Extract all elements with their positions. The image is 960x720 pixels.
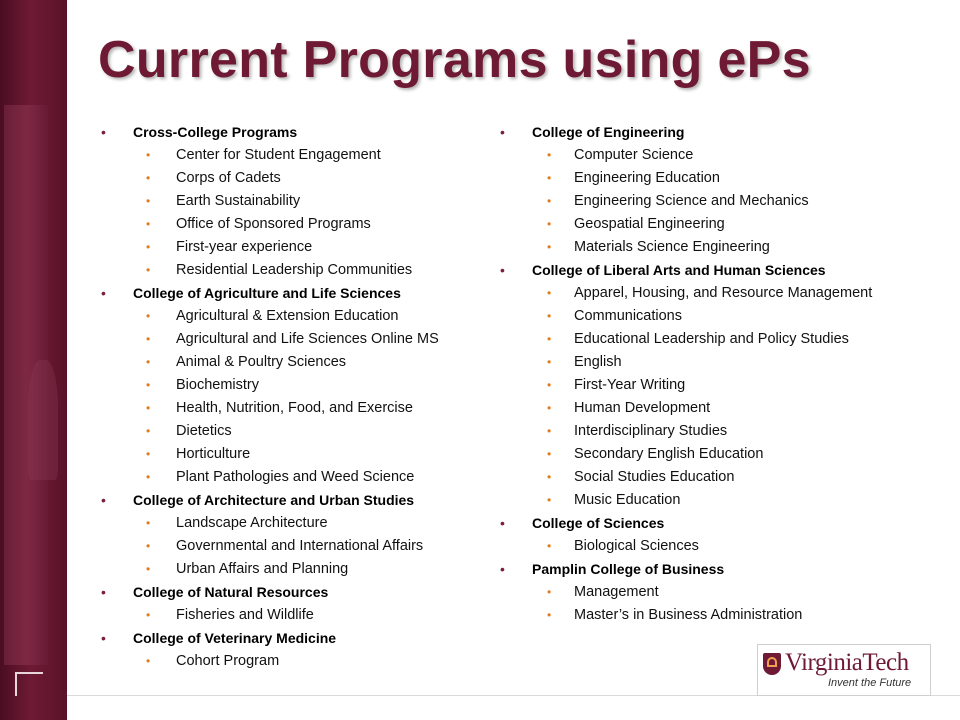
program-item: • Biological Sciences — [495, 538, 895, 555]
program-item: • Corps of Cadets — [96, 170, 476, 187]
program-item: • Fisheries and Wildlife — [96, 607, 476, 624]
right-program-list — [495, 124, 895, 630]
slide-title: Current Programs using ePs — [98, 31, 811, 89]
program-item: • Materials Science Engineering — [495, 239, 895, 256]
program-item: • Human Development — [495, 400, 895, 417]
program-item: • Landscape Architecture — [96, 515, 476, 532]
program-item: • Educational Leadership and Policy Studies — [495, 331, 895, 348]
program-item: • Engineering Science and Mechanics — [495, 193, 895, 210]
program-item: • Geospatial Engineering — [495, 216, 895, 233]
program-item: • Secondary English Education — [495, 446, 895, 463]
program-item: • Governmental and International Affairs — [96, 538, 476, 555]
program-item: • Animal & Poultry Sciences — [96, 354, 476, 371]
side-photo-band — [0, 0, 67, 720]
vt-seal-icon — [763, 653, 781, 675]
program-item: • Plant Pathologies and Weed Science — [96, 469, 476, 486]
program-item: • Agricultural and Life Sciences Online MS — [96, 331, 476, 348]
college-heading: • College of Veterinary Medicine — [96, 630, 476, 647]
program-item: • Office of Sponsored Programs — [96, 216, 476, 233]
program-item: • Cohort Program — [96, 653, 476, 670]
program-item: • Computer Science — [495, 147, 895, 164]
college-heading: • College of Liberal Arts and Human Sciences — [495, 262, 895, 279]
college-heading: • Pamplin College of Business — [495, 561, 895, 578]
program-item: • Interdisciplinary Studies — [495, 423, 895, 440]
program-item: • Earth Sustainability — [96, 193, 476, 210]
program-item: • Engineering Education — [495, 170, 895, 187]
program-item: • First-year experience — [96, 239, 476, 256]
corner-bracket-mark — [15, 672, 43, 696]
college-heading: • College of Architecture and Urban Studies — [96, 492, 476, 509]
statue-silhouette — [28, 360, 58, 480]
virginia-tech-logo — [757, 644, 931, 696]
program-item: • Apparel, Housing, and Resource Management — [495, 285, 895, 302]
program-item: • First-Year Writing — [495, 377, 895, 394]
program-item: • Center for Student Engagement — [96, 147, 476, 164]
left-program-list — [96, 124, 476, 676]
college-heading: • Cross-College Programs — [96, 124, 476, 141]
college-heading: • College of Sciences — [495, 515, 895, 532]
program-item: • Management — [495, 584, 895, 601]
program-item: • Agricultural & Extension Education — [96, 308, 476, 325]
program-item: • Dietetics — [96, 423, 476, 440]
program-item: • Health, Nutrition, Food, and Exercise — [96, 400, 476, 417]
program-item: • English — [495, 354, 895, 371]
program-item: • Urban Affairs and Planning — [96, 561, 476, 578]
college-heading: • College of Agriculture and Life Sciences — [96, 285, 476, 302]
program-item: • Communications — [495, 308, 895, 325]
program-item: • Residential Leadership Communities — [96, 262, 476, 279]
logo-wordmark: VirginiaTech — [785, 649, 909, 676]
program-item: • Biochemistry — [96, 377, 476, 394]
program-item: • Horticulture — [96, 446, 476, 463]
program-item: • Music Education — [495, 492, 895, 509]
college-heading: • College of Natural Resources — [96, 584, 476, 601]
logo-tagline: Invent the Future — [828, 677, 912, 689]
college-heading: • College of Engineering — [495, 124, 895, 141]
program-item: • Social Studies Education — [495, 469, 895, 486]
program-item: • Master’s in Business Administration — [495, 607, 895, 624]
